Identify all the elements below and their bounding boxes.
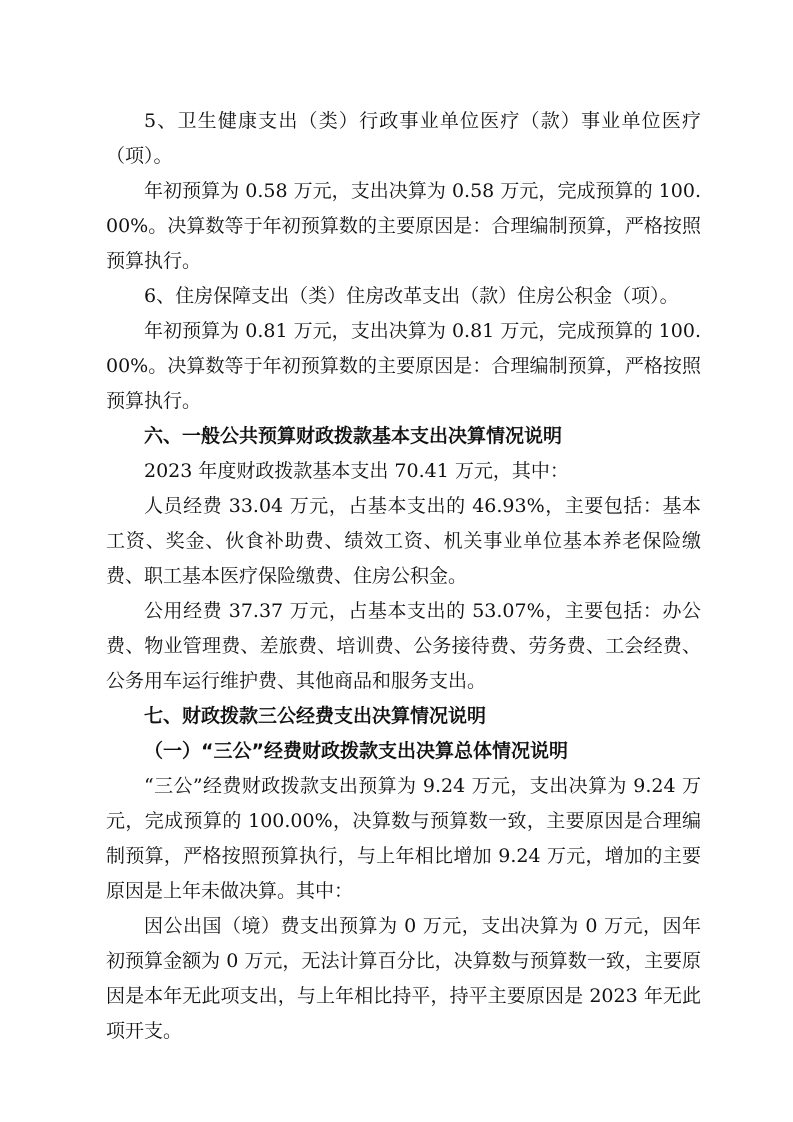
basic-expenditure-total: 2023 年度财政拨款基本支出 70.41 万元，其中： bbox=[144, 460, 569, 482]
overseas-travel-paragraph: 因公出国（境）费支出预算为 0 万元，支出决算为 0 万元，因年初预算金额为 0 万元，无法计算百分比，决算数与预算数一致，主要原因是本年无此项支出，与上年相比持平，持平主要原因是 2023 年无此项开支。 bbox=[106, 915, 701, 1042]
section-7-heading: 七、财政拨款三公经费支出决算情况说明 bbox=[144, 705, 487, 727]
subsection-1-heading: （一）“三公”经费财政拨款支出决算总体情况说明 bbox=[144, 740, 568, 762]
document-body bbox=[106, 104, 701, 1049]
item-5-health-expenditure: 5、卫生健康支出（类）行政事业单位医疗（款）事业单位医疗（项）。 bbox=[106, 110, 701, 167]
three-public-overview-paragraph: “三公”经费财政拨款支出预算为 9.24 万元，支出决算为 9.24 万元，完成预算的 100.00%，决算数与预算数一致，主要原因是合理编制预算，严格按照预算执行，与上年相比增加 9.24 万元，增加的主要原因是上年未做决算。其中： bbox=[106, 775, 701, 902]
public-expenses-paragraph: 公用经费 37.37 万元，占基本支出的 53.07%，主要包括：办公费、物业管理费、差旅费、培训费、公务接待费、劳务费、工会经费、公务用车运行维护费、其他商品和服务支出。 bbox=[106, 600, 701, 692]
item-6-housing-expenditure: 6、住房保障支出（类）住房改革支出（款）住房公积金（项）。 bbox=[144, 285, 679, 307]
section-6-heading: 六、一般公共预算财政拨款基本支出决算情况说明 bbox=[144, 425, 563, 447]
item-5-budget-paragraph: 年初预算为 0.58 万元，支出决算为 0.58 万元，完成预算的 100.00%。决算数等于年初预算数的主要原因是：合理编制预算，严格按照预算执行。 bbox=[106, 180, 701, 272]
item-6-budget-paragraph: 年初预算为 0.81 万元，支出决算为 0.81 万元，完成预算的 100.00%。决算数等于年初预算数的主要原因是：合理编制预算，严格按照预算执行。 bbox=[106, 320, 701, 412]
personnel-expenses-paragraph: 人员经费 33.04 万元，占基本支出的 46.93%，主要包括：基本工资、奖金、伙食补助费、绩效工资、机关事业单位基本养老保险缴费、职工基本医疗保险缴费、住房公积金。 bbox=[106, 495, 701, 587]
